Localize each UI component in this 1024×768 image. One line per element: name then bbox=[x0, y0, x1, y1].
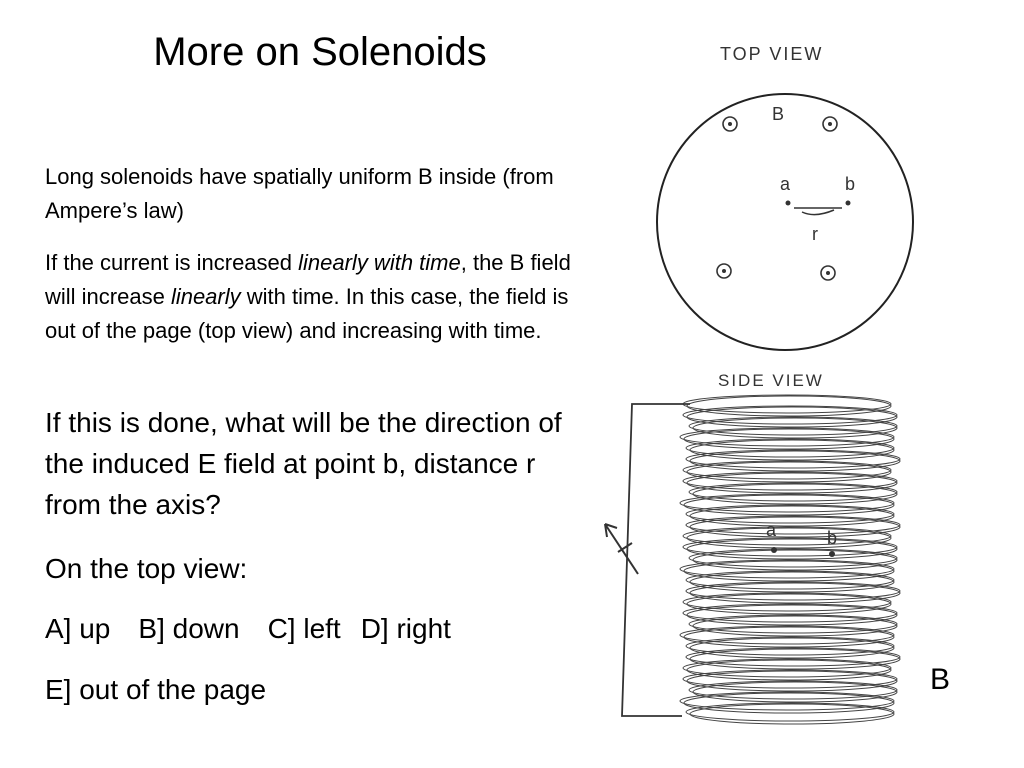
p2-emph-linearly-with-time: linearly with time bbox=[298, 250, 461, 275]
side-point-a-label: a bbox=[766, 520, 777, 540]
question-text: If this is done, what will be the direction of the induced E field at point b, distance r from the axis? bbox=[45, 407, 562, 520]
top-point-b-label: b bbox=[845, 174, 856, 194]
p2-text-a: If the current is increased bbox=[45, 250, 299, 275]
paragraph-uniform-field: Long solenoids have spatially uniform B inside (from Ampere’s law) bbox=[45, 164, 554, 223]
field-dot-icon bbox=[823, 117, 837, 131]
radius-line bbox=[794, 208, 842, 215]
option-d: D] right bbox=[360, 613, 451, 644]
side-point-b-label: b bbox=[827, 528, 838, 548]
option-e: E] out of the page bbox=[45, 674, 267, 705]
option-a: A] up bbox=[45, 613, 111, 644]
slide-title: More on Solenoids bbox=[153, 30, 487, 74]
p2-text-c: , the B field will increase bbox=[45, 250, 571, 309]
radius-label: r bbox=[812, 224, 818, 244]
field-dot-icon bbox=[821, 266, 835, 280]
coil-loop bbox=[686, 703, 894, 721]
option-c: C] left bbox=[267, 613, 341, 644]
top-view-prompt: On the top view: bbox=[45, 553, 248, 584]
paragraph-linear-current bbox=[45, 246, 575, 348]
side-point-a bbox=[771, 547, 777, 553]
top-field-label: B bbox=[772, 104, 785, 124]
solenoid-coils bbox=[680, 395, 900, 724]
top-view-circle bbox=[657, 94, 913, 350]
top-point-a bbox=[786, 201, 791, 206]
top-view-label: TOP VIEW bbox=[720, 44, 824, 64]
wire-lead bbox=[622, 404, 690, 716]
field-dot-icon bbox=[717, 264, 731, 278]
side-point-b bbox=[829, 551, 835, 557]
top-point-b bbox=[846, 201, 851, 206]
solenoid-sketch bbox=[590, 40, 920, 730]
answer-options bbox=[45, 608, 605, 649]
option-b: B] down bbox=[138, 613, 240, 644]
side-view-label: SIDE VIEW bbox=[718, 371, 824, 390]
p2-emph-linearly: linearly bbox=[170, 284, 241, 309]
field-dot-icon bbox=[723, 117, 737, 131]
p2-text-e: with time. In this case, the field is out of the page (top view) and increasing with time. bbox=[45, 284, 569, 343]
top-point-a-label: a bbox=[780, 174, 791, 194]
side-field-label: B bbox=[930, 663, 951, 696]
current-arrow-icon bbox=[605, 524, 638, 574]
